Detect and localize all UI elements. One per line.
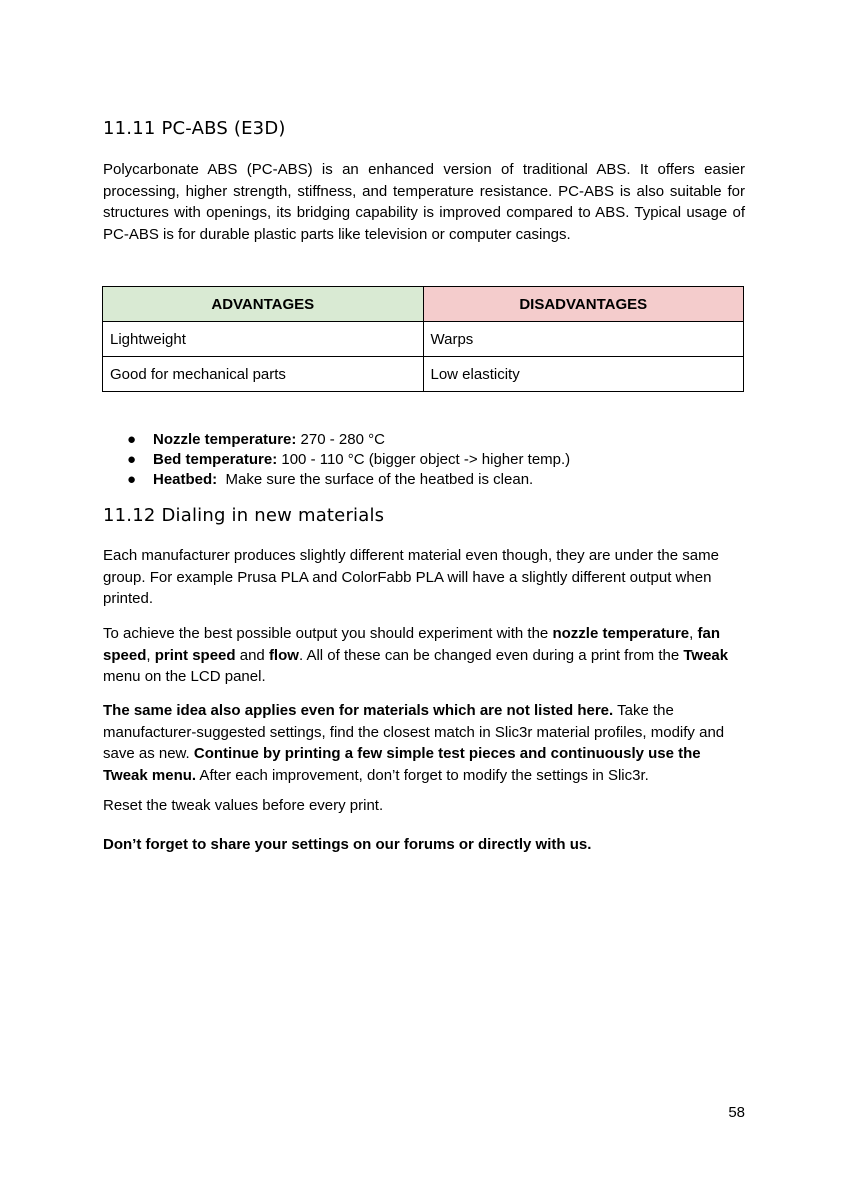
bold-text-run: fan speed (103, 625, 720, 664)
table-header-row (103, 287, 744, 322)
text-run: . All of these can be changed even during a print from the (298, 646, 684, 664)
spec-value: 270 - 280 °C (296, 431, 385, 448)
unlisted-materials-paragraph (103, 700, 743, 786)
bold-text-run: Continue by printing a few simple test pieces and continuously use the Tweak menu. (103, 745, 701, 784)
bullet-icon: ● (127, 471, 137, 488)
spec-value: Make sure the surface of the heatbed is clean. (217, 471, 534, 488)
table-cell: Good for mechanical parts (103, 357, 424, 392)
text-run: menu on the LCD panel. (103, 668, 266, 685)
table-cell: Low elasticity (423, 357, 744, 392)
advantages-header: ADVANTAGES (103, 287, 424, 322)
bold-text-run: flow (268, 646, 299, 664)
bold-text-run: Tweak (683, 646, 729, 664)
pc-abs-intro-paragraph: Polycarbonate ABS (PC-ABS) is an enhanced version of traditional ABS. It offers easier processing, higher strength, stiffness, and temperature resistance. PC-ABS is also suitable for structures with openings, its bridging capability is improved compared to ABS. Typical usage of PC-ABS is for durable plastic parts like television or computer casings. (103, 161, 745, 243)
manufacturer-paragraph: Each manufacturer produces slightly different material even though, they are under the same group. For example Prusa PLA and ColorFabb PLA will have a slightly different output when printed. (103, 547, 719, 607)
spec-label: Heatbed: (153, 471, 218, 488)
list-item (103, 450, 570, 470)
bullet-icon: ● (127, 431, 137, 448)
bold-text-run: The same idea also applies even for materials which are not listed here. (103, 702, 614, 719)
spec-label: Bed temperature: (153, 451, 278, 468)
text-run: After each improvement, don’t forget to modify the settings in Slic3r. (196, 766, 649, 784)
text-run: , (146, 646, 155, 664)
table-row (103, 322, 744, 357)
bullet-icon: ● (127, 451, 137, 468)
section-heading-pc-abs: 11.11 PC-ABS (E3D) (103, 118, 286, 139)
text-run: To achieve the best possible output you should experiment with the (103, 625, 553, 642)
bold-text-run: print speed (154, 646, 236, 664)
spec-value: 100 - 110 °C (bigger object -> higher temp.) (277, 451, 571, 468)
advantages-table (102, 286, 744, 392)
text-run: , (689, 625, 698, 642)
experiment-paragraph (103, 623, 743, 688)
spec-label: Nozzle temperature: (153, 431, 297, 448)
text-run: Take the manufacturer-suggested settings, find the closest match in Slic3r material profiles, modify and save as new. (103, 702, 725, 762)
list-item (103, 470, 570, 490)
reset-tweak-paragraph: Reset the tweak values before every print. (103, 797, 384, 814)
list-item (103, 430, 570, 450)
disadvantages-header: DISADVANTAGES (423, 287, 744, 322)
print-settings-list (103, 430, 570, 490)
share-settings-paragraph: Don’t forget to share your settings on our forums or directly with us. (103, 836, 592, 853)
text-run: and (235, 646, 269, 664)
table-cell: Warps (423, 322, 744, 357)
bold-text-run: nozzle temperature (552, 625, 690, 642)
page-number: 58 (728, 1104, 745, 1121)
table-cell: Lightweight (103, 322, 424, 357)
table-row (103, 357, 744, 392)
section-heading-dialing-in: 11.12 Dialing in new materials (103, 505, 385, 526)
